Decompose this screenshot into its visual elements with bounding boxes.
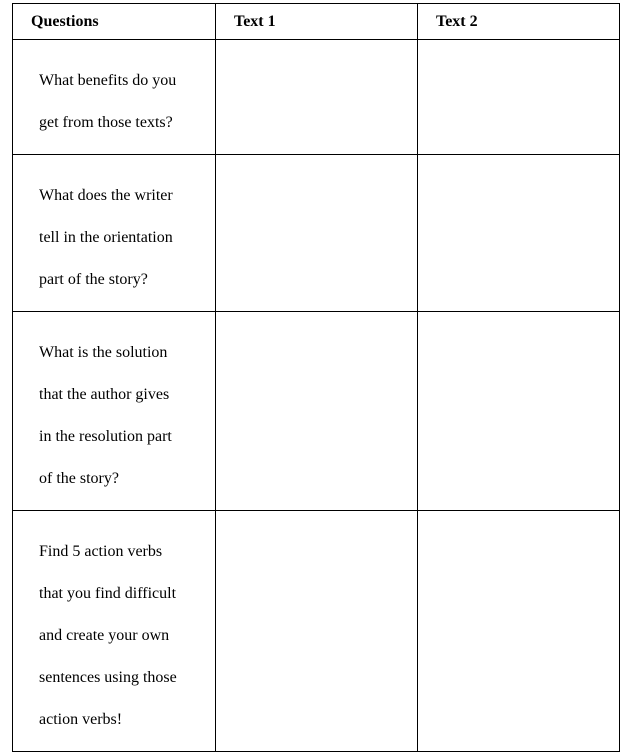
text-1-answer-cell[interactable]	[216, 511, 418, 752]
questions-table	[12, 3, 620, 752]
table-row	[13, 511, 620, 752]
table-row	[13, 312, 620, 511]
question-line: part of the story?	[39, 271, 148, 288]
question-cell	[13, 511, 216, 752]
header-text-1: Text 1	[216, 4, 418, 40]
text-1-answer-cell[interactable]	[216, 312, 418, 511]
question-line: and create your own	[39, 627, 170, 644]
question-line: that the author gives	[39, 386, 170, 403]
question-line: action verbs!	[39, 711, 123, 728]
question-line: that you find difficult	[39, 585, 177, 602]
text-2-answer-cell[interactable]	[418, 40, 620, 155]
question-cell	[13, 40, 216, 155]
question-line: Find 5 action verbs	[39, 543, 163, 560]
header-questions: Questions	[13, 4, 216, 40]
header-row	[13, 4, 620, 40]
text-2-answer-cell[interactable]	[418, 312, 620, 511]
text-1-answer-cell[interactable]	[216, 155, 418, 312]
table-row	[13, 155, 620, 312]
question-line: What benefits do you	[39, 72, 177, 89]
header-text-2: Text 2	[418, 4, 620, 40]
question-line: What is the solution	[39, 344, 168, 361]
text-2-answer-cell[interactable]	[418, 155, 620, 312]
question-line: What does the writer	[39, 187, 173, 204]
text-1-answer-cell[interactable]	[216, 40, 418, 155]
question-line: in the resolution part	[39, 428, 172, 445]
question-line: sentences using those	[39, 669, 177, 686]
question-cell	[13, 312, 216, 511]
question-line: get from those texts?	[39, 114, 173, 131]
text-2-answer-cell[interactable]	[418, 511, 620, 752]
question-line: tell in the orientation	[39, 229, 173, 246]
table-row	[13, 40, 620, 155]
question-line: of the story?	[39, 470, 119, 487]
question-cell	[13, 155, 216, 312]
